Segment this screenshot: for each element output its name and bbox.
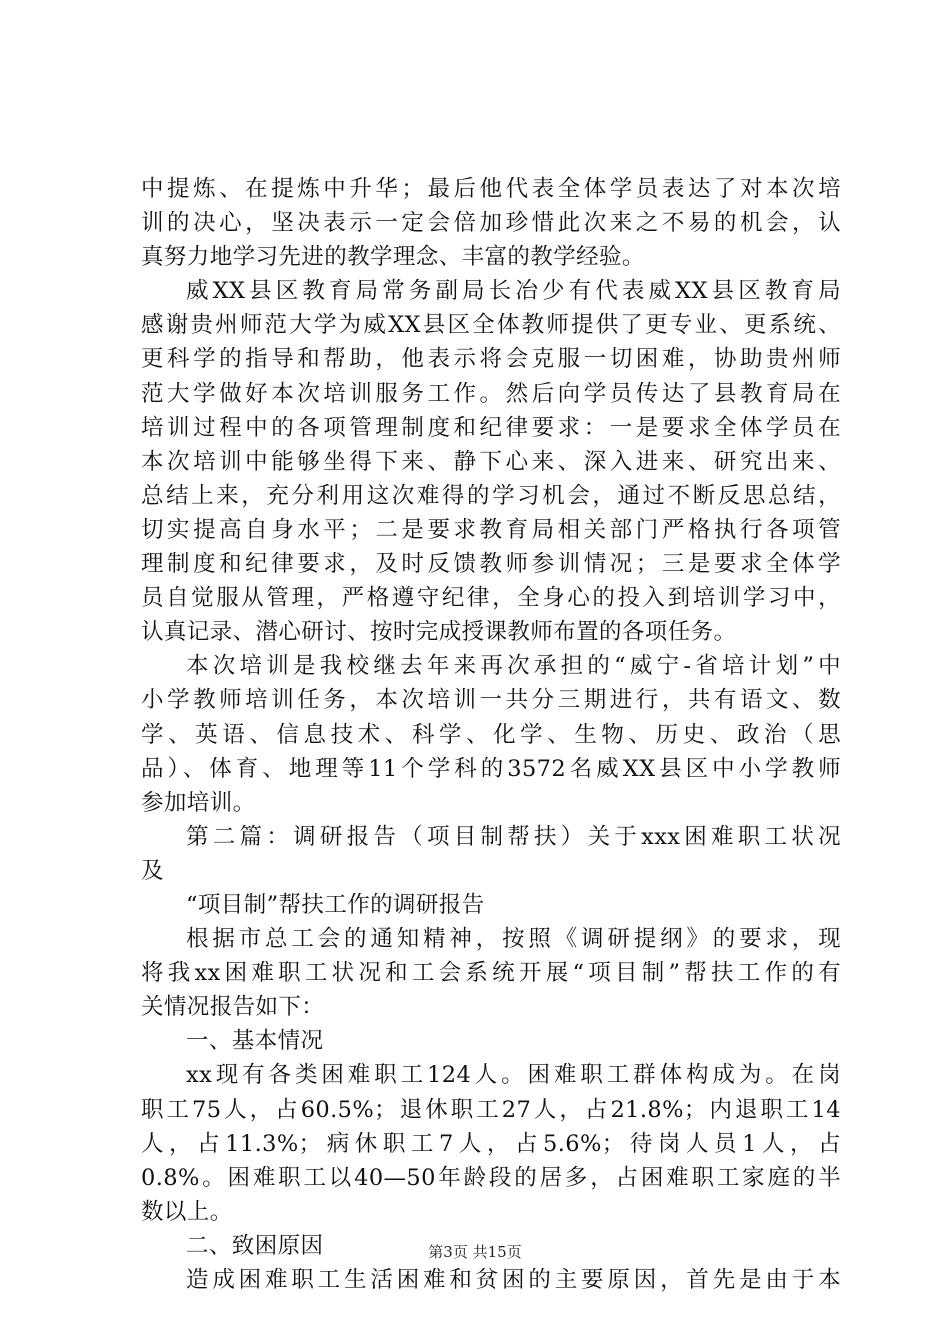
text-line: 训的决心，坚决表示一定会倍加珍惜此次来之不易的机会，认 [141,210,841,237]
text-line: 及 [141,857,164,884]
text-line: 0.8%。困难职工以40—50年龄段的居多，占困难职工家庭的半 [141,1164,841,1191]
text-line: 关情况报告如下： [141,994,325,1021]
text-line: 培训过程中的各项管理制度和纪律要求：一是要求全体学员在 [141,414,841,441]
text-line: 根据市总工会的通知精神，按照《调研提纲》的要求，现 [186,926,841,953]
text-line: 人，占11.3%；病休职工7人，占5.6%；待岗人员1人，占 [141,1130,841,1157]
text-line: 感谢贵州师范大学为威XX县区全体教师提供了更专业、更系统、 [141,312,841,339]
page-footer: 第3页 共15页 [428,1243,522,1261]
text-line: 第二篇：调研报告（项目制帮扶）关于xxx困难职工状况 [186,823,841,850]
text-line: 更科学的指导和帮助，他表示将会克服一切困难，协助贵州师 [141,346,841,373]
text-line: 数以上。 [141,1198,233,1225]
text-line: 中提炼、在提炼中升华；最后他代表全体学员表达了对本次培 [141,176,841,202]
text-line: 理制度和纪律要求，及时反馈教师参训情况；三是要求全体学 [141,551,841,578]
text-line: xx现有各类困难职工124人。困难职工群体构成为。在岗 [186,1062,841,1089]
text-line: 员自觉服从管理，严格遵守纪律，全身心的投入到培训学习中， [141,585,841,612]
text-line: 威XX县区教育局常务副局长冶少有代表威XX县区教育局 [186,278,841,305]
text-line: 本次培训中能够坐得下来、静下心来、深入进来、研究出来、 [141,448,841,475]
text-line: “项目制”帮扶工作的调研报告 [186,891,485,918]
text-line: 真努力地学习先进的教学理念、丰富的教学经验。 [141,244,645,271]
text-line: 切实提高自身水平；二是要求教育局相关部门严格执行各项管 [141,516,841,543]
text-line: 本次培训是我校继去年来再次承担的“威宁-省培计划”中 [186,653,841,680]
text-line: 职工75人，占60.5%；退休职工27人，占21.8%；内退职工14 [141,1096,841,1123]
text-line: 造成困难职工生活困难和贫困的主要原因，首先是由于本 [186,1267,841,1293]
text-line: 品）、体育、地理等11个学科的3572名威XX县区中小学教师 [141,755,841,782]
text-line: 小学教师培训任务，本次培训一共分三期进行，共有语文、数 [141,687,841,714]
text-line: 认真记录、潜心研讨、按时完成授课教师布置的各项任务。 [141,619,737,646]
document-body [141,172,841,1297]
text-line: 总结上来，充分利用这次难得的学习机会，通过不断反思总结， [141,482,841,509]
text-line: 参加培训。 [141,789,256,816]
text-line: 一、基本情况 [186,1028,324,1055]
text-line: 学、英语、信息技术、科学、化学、生物、历史、政治（思 [141,721,841,748]
text-line: 范大学做好本次培训服务工作。然后向学员传达了县教育局在 [141,380,841,407]
text-line: 将我xx困难职工状况和工会系统开展“项目制”帮扶工作的有 [141,960,841,987]
text-line: 二、致困原因 [186,1232,324,1259]
